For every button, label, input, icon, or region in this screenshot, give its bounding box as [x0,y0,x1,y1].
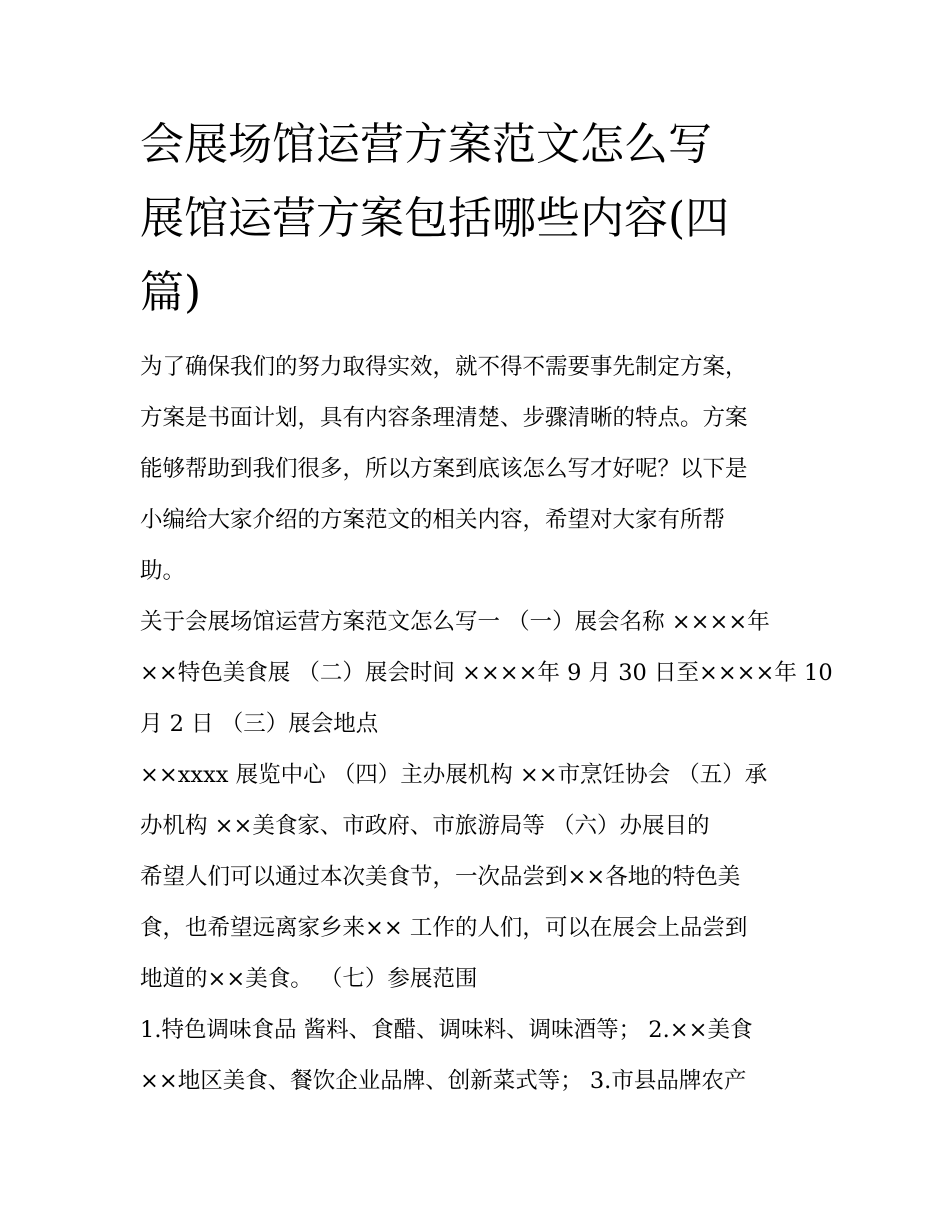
purpose-paragraph [140,852,820,1005]
document-body [140,342,833,1107]
text-line: ××xxxx 展览中心 （四）主办展机构 ××市烹饪协会 （五）承 [140,762,768,788]
text-line: ××特色美食展 （二）展会时间 ××××年 9 月 30 日至××××年 10 [140,660,833,686]
document-page [140,108,833,1107]
text-line: 1.特色调味食品 酱料、食醋、调味料、调味酒等； 2.××美食 [140,1017,753,1043]
title-line: 展馆运营方案包括哪些内容(四 [140,193,730,244]
text-line: 小编给大家介绍的方案范文的相关内容，希望对大家有所帮 [140,507,726,533]
venue-organizer-paragraph [140,750,820,852]
text-line: 食，也希望远离家乡来×× 工作的人们，可以在展会上品尝到 [140,915,748,941]
section-one-paragraph [140,597,833,750]
title-line: 篇) [140,267,202,318]
text-line: 希望人们可以通过本次美食节，一次品尝到××各地的特色美 [140,864,741,890]
text-line: 为了确保我们的努力取得实效，就不得不需要事先制定方案， [140,354,748,380]
scope-paragraph [140,1005,820,1107]
text-line: 月 2 日 （三）展会地点 [140,711,379,737]
text-line: 能够帮助到我们很多，所以方案到底该怎么写才好呢？以下是 [140,456,748,482]
text-line: 办机构 ××美食家、市政府、市旅游局等 （六）办展目的 [140,813,710,839]
text-line: 关于会展场馆运营方案范文怎么写一 （一）展会名称 ××××年 [140,609,770,635]
intro-paragraph [140,342,820,597]
text-line: 助。 [140,558,186,584]
text-line: 方案是书面计划，具有内容条理清楚、步骤清晰的特点。方案 [140,405,748,431]
document-title [140,108,820,330]
text-line: 地道的××美食。 （七）参展范围 [140,966,478,992]
title-line: 会展场馆运营方案范文怎么写 [140,119,712,170]
text-line: ××地区美食、餐饮企业品牌、创新菜式等； 3.市县品牌农产 [140,1068,747,1094]
